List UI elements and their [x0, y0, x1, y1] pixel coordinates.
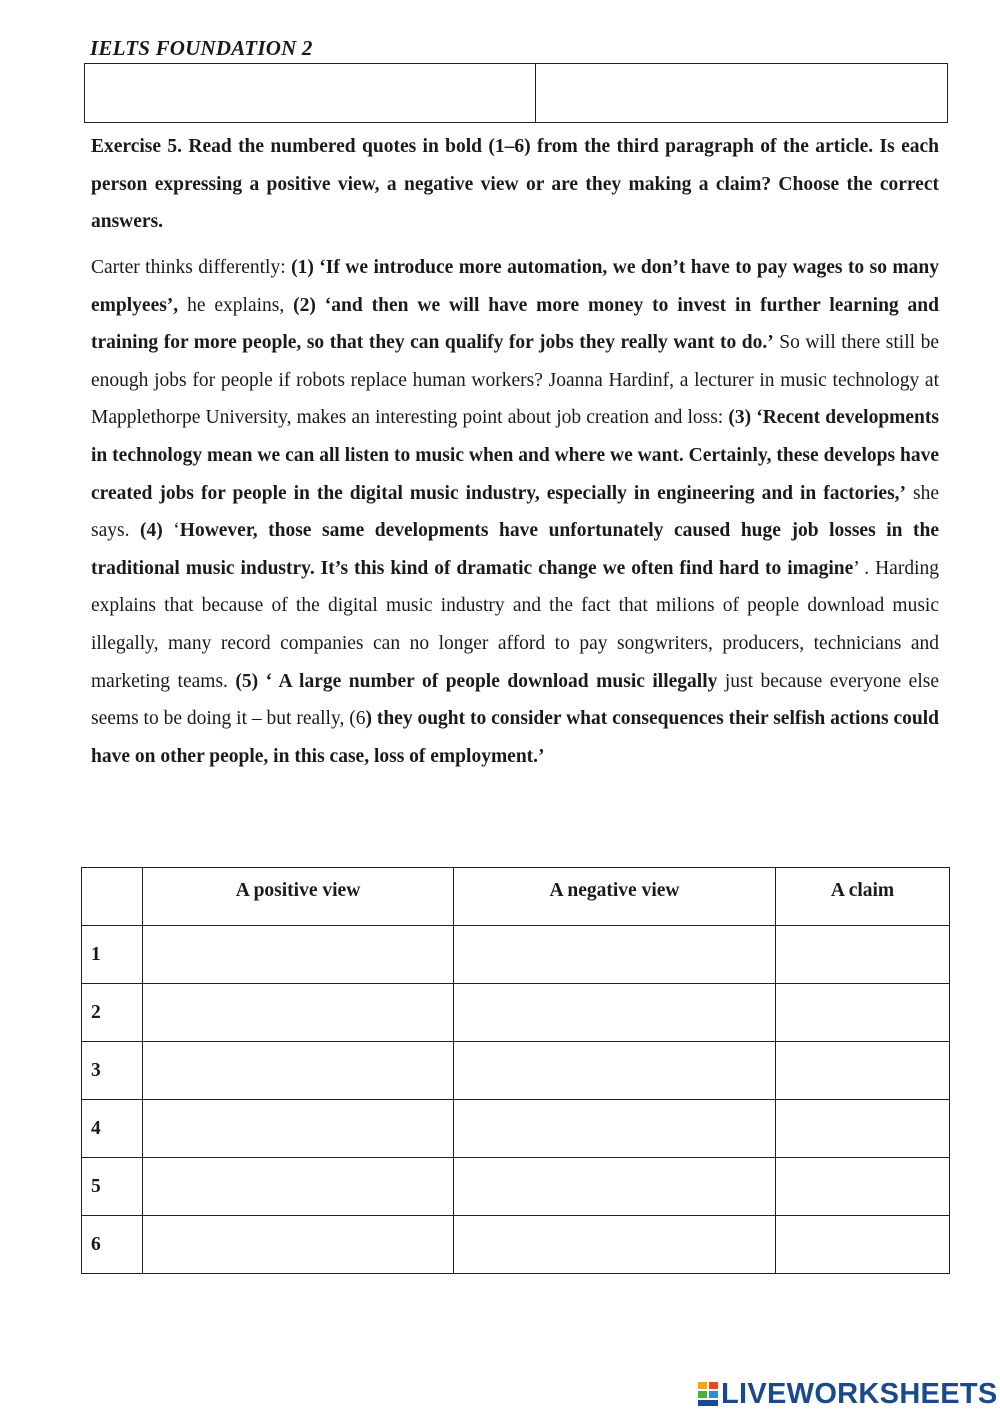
answer-cell-positive[interactable]: [143, 926, 454, 984]
table-row: [82, 984, 950, 1042]
liveworksheets-logo-icon: [697, 1381, 719, 1407]
table-header-row: [82, 868, 950, 926]
answer-cell-negative[interactable]: [454, 1100, 776, 1158]
quote-1: (1) ‘If we introduce more automation, we don’t have to pay wages to so many emplyees’,: [91, 257, 939, 316]
answer-cell-claim[interactable]: [776, 926, 950, 984]
answer-table: [81, 867, 950, 1274]
answer-cell-positive[interactable]: [143, 1042, 454, 1100]
passage-segment: Harding explains that because of the digital music industry and the fact that milions of people download music illegally, many record companies can no longer afford to pay songwriters, producers, technicians and marketing teams.: [91, 557, 939, 692]
quote-4-number: (4): [140, 520, 163, 542]
name-box-right: [536, 64, 947, 122]
passage-segment: ’ .: [853, 557, 876, 579]
passage-segment: she says.: [91, 482, 939, 542]
quote-2: (2) ‘and then we will have more money to invest in further learning and training for more people, so that they can qualify for jobs they really want to do.’: [91, 294, 940, 354]
row-number: 6: [82, 1216, 143, 1274]
liveworksheets-logo: [697, 1377, 998, 1411]
quote-3: (3) ‘Recent developments in technology mean we can all listen to music when and where we want. Certainly, these develops have created jobs for people in the digital music industry, especially in engineering and in factories,’: [91, 407, 939, 504]
row-number: 5: [82, 1158, 143, 1216]
passage-segment: So will there still be enough jobs for people if robots replace human workers? Joanna Hardinf, a lecturer in music technology at Mapplethorpe University, makes an interesting point about job creation and loss:: [91, 332, 939, 429]
header-claim: A claim: [776, 868, 950, 926]
passage-segment: Carter thinks differently:: [91, 257, 292, 278]
quote-6: ) they ought to consider what consequences their selfish actions could have on other people, in this case, loss of employment.’: [91, 708, 939, 767]
quote-5: (5) ‘ A large number of people download music illegally: [235, 670, 718, 692]
article-passage: [91, 249, 939, 775]
name-boxes: [84, 63, 948, 123]
row-number: 2: [82, 984, 143, 1042]
quote-4: However, those same developments have unfortunately caused huge job losses in the traditional music industry. It’s this kind of dramatic change we often find hard to imagine: [91, 520, 939, 579]
liveworksheets-logo-text: LIVEWORKSHEETS: [721, 1377, 998, 1410]
answer-cell-positive[interactable]: [143, 1100, 454, 1158]
answer-cell-negative[interactable]: [454, 1042, 776, 1100]
answer-cell-positive[interactable]: [143, 1158, 454, 1216]
table-row: [82, 1100, 950, 1158]
passage-segment: ‘: [162, 520, 180, 542]
answer-cell-negative[interactable]: [454, 1216, 776, 1274]
answer-cell-positive[interactable]: [143, 984, 454, 1042]
row-number: 3: [82, 1042, 143, 1100]
answer-cell-negative[interactable]: [454, 984, 776, 1042]
table-row: [82, 926, 950, 984]
row-number: 1: [82, 926, 143, 984]
answer-cell-negative[interactable]: [454, 1158, 776, 1216]
answer-cell-claim[interactable]: [776, 1042, 950, 1100]
answer-cell-positive[interactable]: [143, 1216, 454, 1274]
header-number: [82, 868, 143, 926]
row-number: 4: [82, 1100, 143, 1158]
answer-cell-negative[interactable]: [454, 926, 776, 984]
passage-segment: just because everyone else seems to be doing it – but really, (6: [91, 670, 939, 730]
answer-cell-claim[interactable]: [776, 984, 950, 1042]
table-row: [82, 1158, 950, 1216]
answer-cell-claim[interactable]: [776, 1100, 950, 1158]
exercise-instruction: Exercise 5. Read the numbered quotes in bold (1–6) from the third paragraph of the article. Is each person expressing a positive view, a negative view or are they making a claim? Choose the correct answers.: [91, 136, 939, 232]
answer-cell-claim[interactable]: [776, 1158, 950, 1216]
header-negative-view: A negative view: [454, 868, 776, 926]
answer-cell-claim[interactable]: [776, 1216, 950, 1274]
table-row: [82, 1216, 950, 1274]
name-box-left: [85, 64, 536, 122]
passage-segment: he explains,: [178, 294, 294, 316]
header-positive-view: A positive view: [143, 868, 454, 926]
table-row: [82, 1042, 950, 1100]
worksheet-title: IELTS FOUNDATION 2: [90, 36, 313, 60]
